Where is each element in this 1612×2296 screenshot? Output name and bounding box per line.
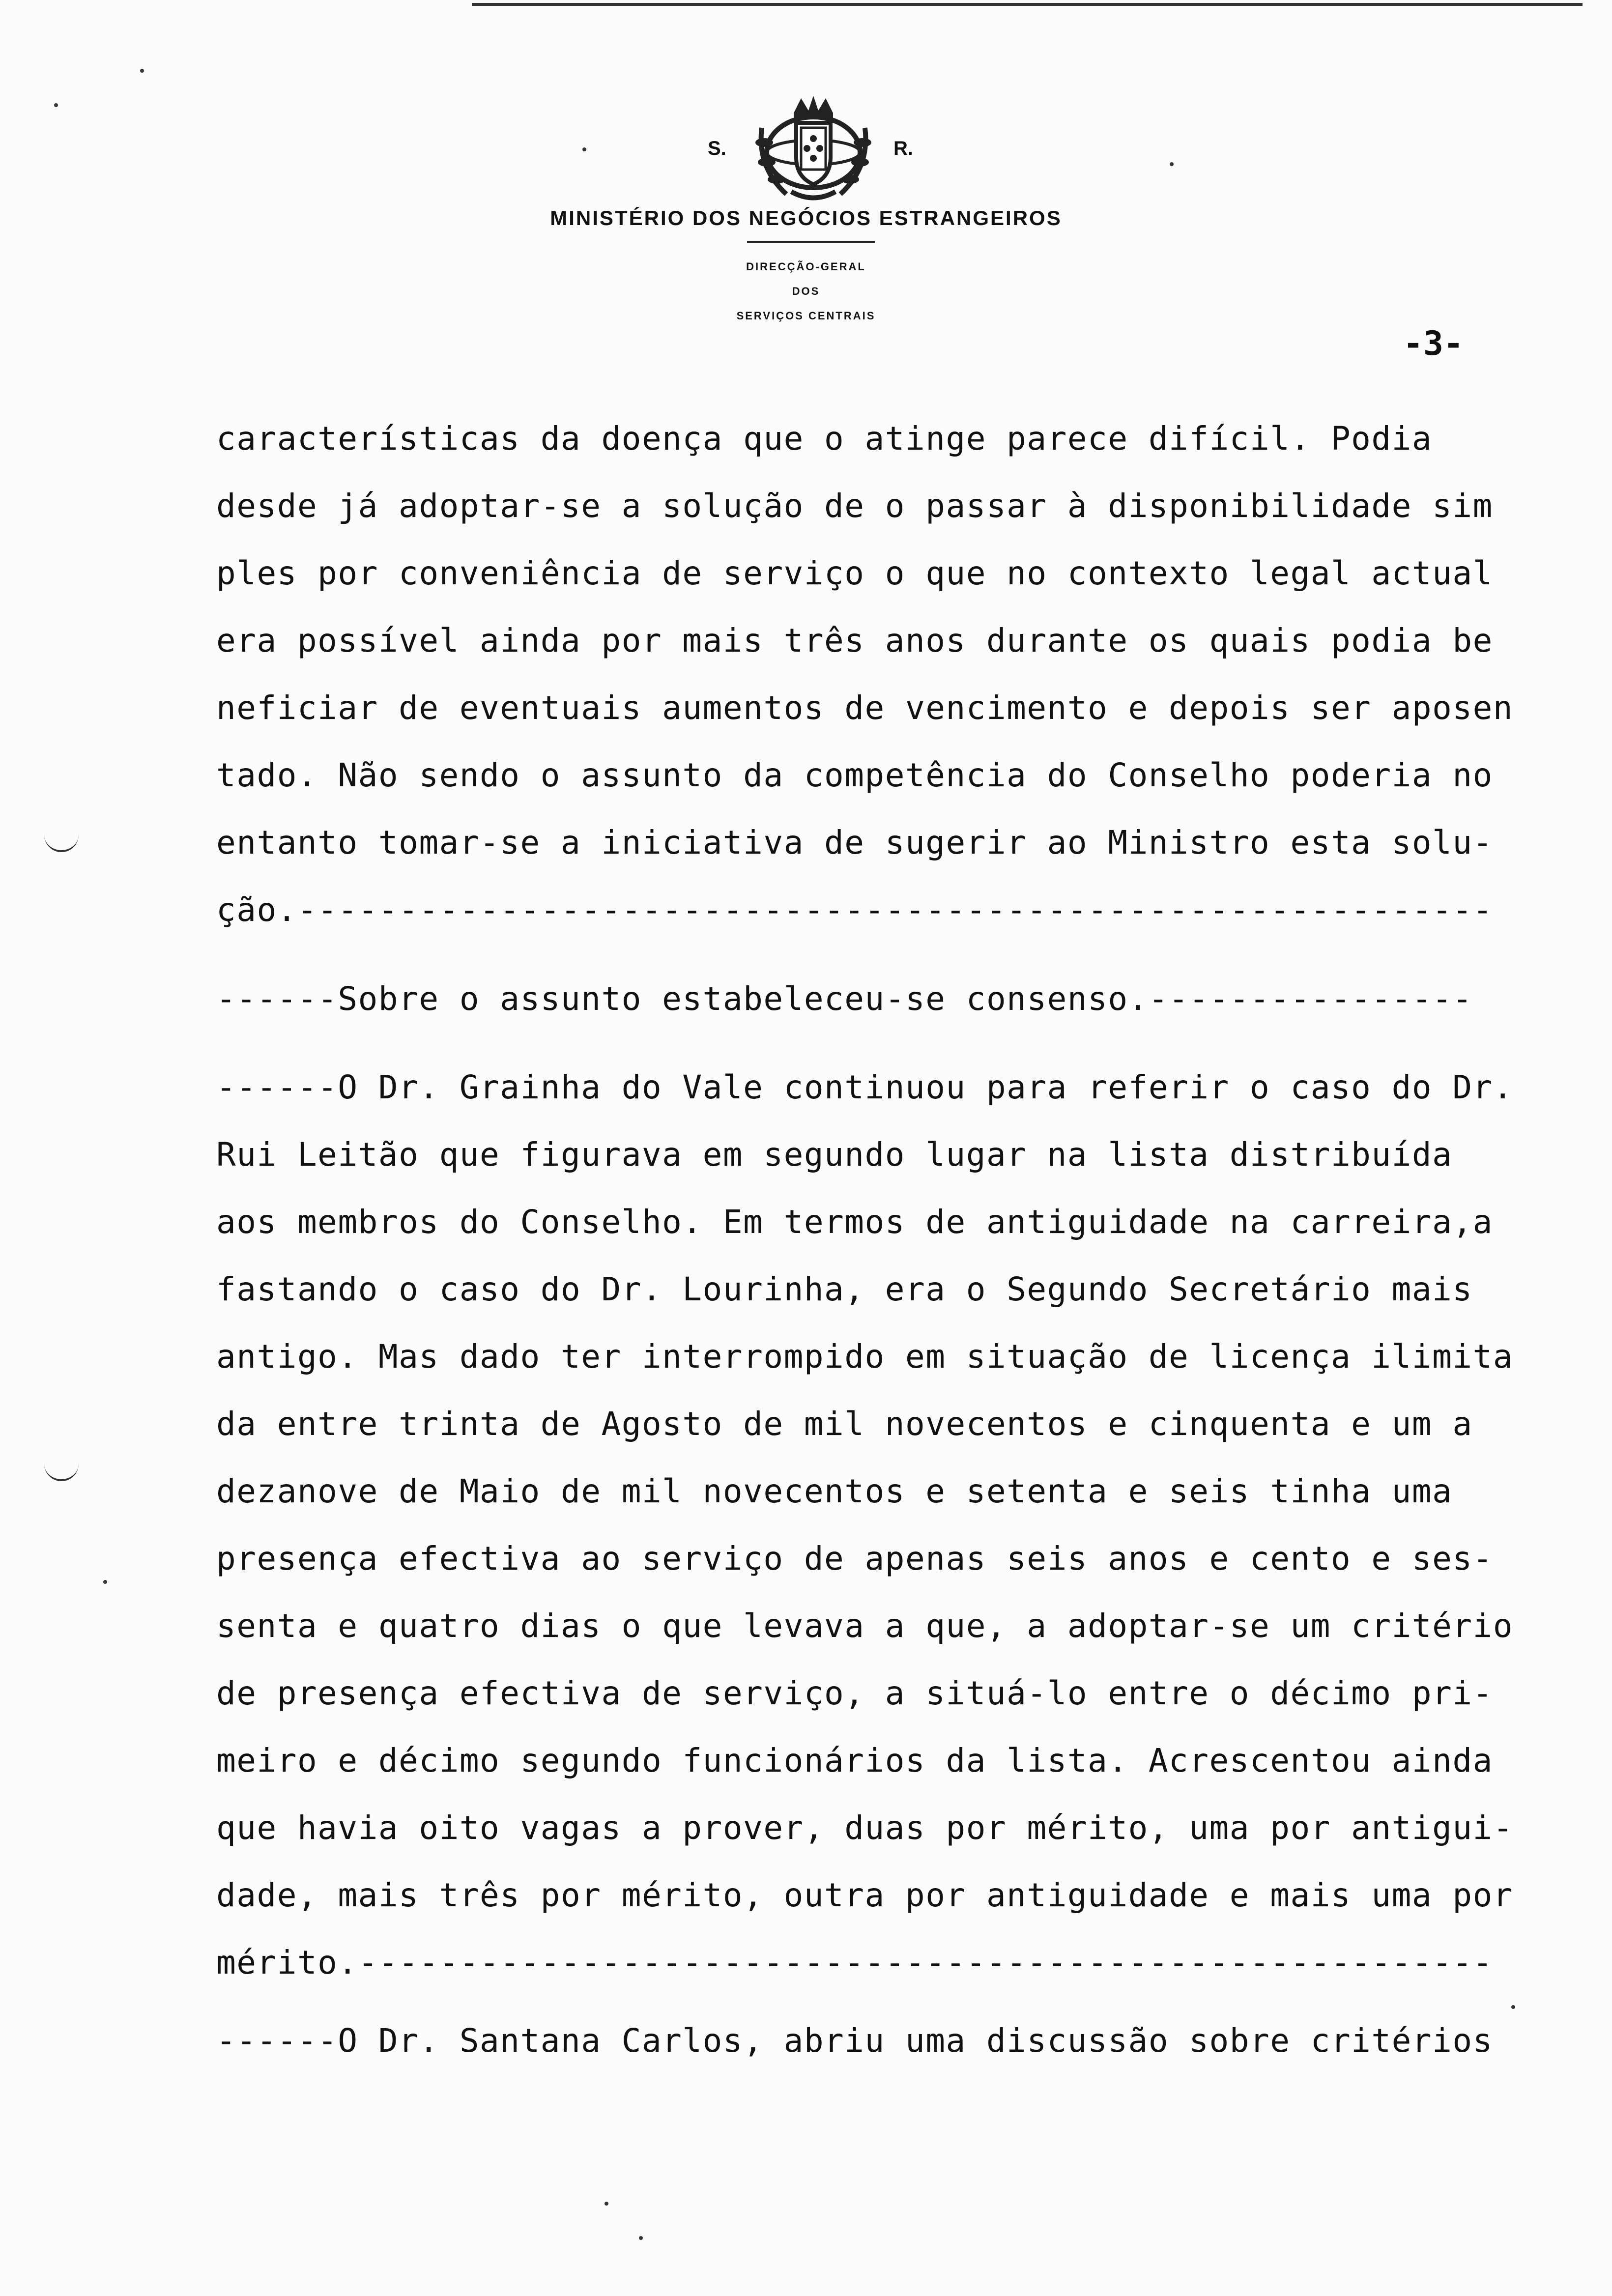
ministry-underline bbox=[747, 241, 875, 243]
page-number: -3- bbox=[1403, 324, 1464, 363]
top-border-rule bbox=[472, 3, 1583, 6]
body-line: mérito.-------------------------------------------------------- bbox=[216, 1944, 1493, 1981]
body-line: meiro e décimo segundo funcionários da lista. Acrescentou ainda bbox=[216, 1742, 1493, 1779]
emblem-row bbox=[491, 88, 1121, 216]
margin-fold-mark bbox=[44, 833, 79, 852]
body-line: Rui Leitão que figurava em segundo lugar na lista distribuída bbox=[216, 1136, 1453, 1174]
body-line: características da doença que o atinge parece difícil. Podia bbox=[216, 420, 1433, 458]
letterhead bbox=[491, 88, 1121, 354]
body-line: ------O Dr. Grainha do Vale continuou para referir o caso do Dr. bbox=[216, 1068, 1514, 1106]
body-line: antigo. Mas dado ter interrompido em situação de licença ilimita bbox=[216, 1338, 1514, 1376]
body-line: senta e quatro dias o que levava a que, a adoptar-se um critério bbox=[216, 1607, 1514, 1645]
body-line: aos membros do Conselho. Em termos de antiguidade na carreira,a bbox=[216, 1203, 1493, 1241]
margin-fold-mark bbox=[44, 1462, 79, 1481]
scan-speck bbox=[604, 2202, 608, 2206]
scan-speck bbox=[1170, 162, 1174, 166]
scan-speck bbox=[54, 103, 58, 107]
ministry-name: MINISTÉRIO DOS NEGÓCIOS ESTRANGEIROS bbox=[550, 206, 1062, 230]
department-line-2: DOS bbox=[792, 285, 820, 297]
scan-speck bbox=[1511, 2005, 1515, 2009]
body-line: desde já adoptar-se a solução de o passar à disponibilidade sim bbox=[216, 487, 1493, 525]
body-line: era possível ainda por mais três anos durante os quais podia be bbox=[216, 622, 1493, 660]
scan-speck bbox=[140, 69, 144, 73]
body-line: tado. Não sendo o assunto da competência do Conselho poderia no bbox=[216, 756, 1493, 794]
body-line: neficiar de eventuais aumentos de vencimento e depois ser aposen bbox=[216, 689, 1514, 727]
body-line: de presença efectiva de serviço, a situá-lo entre o décimo pri- bbox=[216, 1674, 1493, 1712]
body-line: ção.----------------------------------------------------------- bbox=[216, 891, 1493, 929]
scan-speck bbox=[103, 1580, 107, 1584]
body-line: dade, mais três por mérito, outra por antiguidade e mais uma por bbox=[216, 1876, 1514, 1914]
body-line: ples por conveniência de serviço o que no contexto legal actual bbox=[216, 554, 1493, 592]
body-line: ------Sobre o assunto estabeleceu-se consenso.---------------- bbox=[216, 980, 1473, 1018]
department-line-1: DIRECÇÃO-GERAL bbox=[746, 260, 866, 273]
body-line: da entre trinta de Agosto de mil novecentos e cinquenta e um a bbox=[216, 1405, 1473, 1443]
body-line: que havia oito vagas a prover, duas por mérito, uma por antigui- bbox=[216, 1809, 1514, 1847]
letterhead-left-initial: S. bbox=[708, 138, 726, 159]
letterhead-right-initial: R. bbox=[893, 138, 913, 159]
body-line: dezanove de Maio de mil novecentos e setenta e seis tinha uma bbox=[216, 1472, 1453, 1510]
department-line-3: SERVIÇOS CENTRAIS bbox=[736, 310, 876, 322]
scan-speck bbox=[582, 147, 586, 151]
body-line: presença efectiva ao serviço de apenas seis anos e cento e ses- bbox=[216, 1540, 1493, 1578]
body-line: ------O Dr. Santana Carlos, abriu uma discussão sobre critérios bbox=[216, 2022, 1493, 2060]
body-line: fastando o caso do Dr. Lourinha, era o Segundo Secretário mais bbox=[216, 1270, 1473, 1308]
coat-of-arms-icon bbox=[747, 93, 880, 201]
body-line: entanto tomar-se a iniciativa de sugerir ao Ministro esta solu- bbox=[216, 824, 1493, 861]
scan-speck bbox=[639, 2236, 643, 2240]
